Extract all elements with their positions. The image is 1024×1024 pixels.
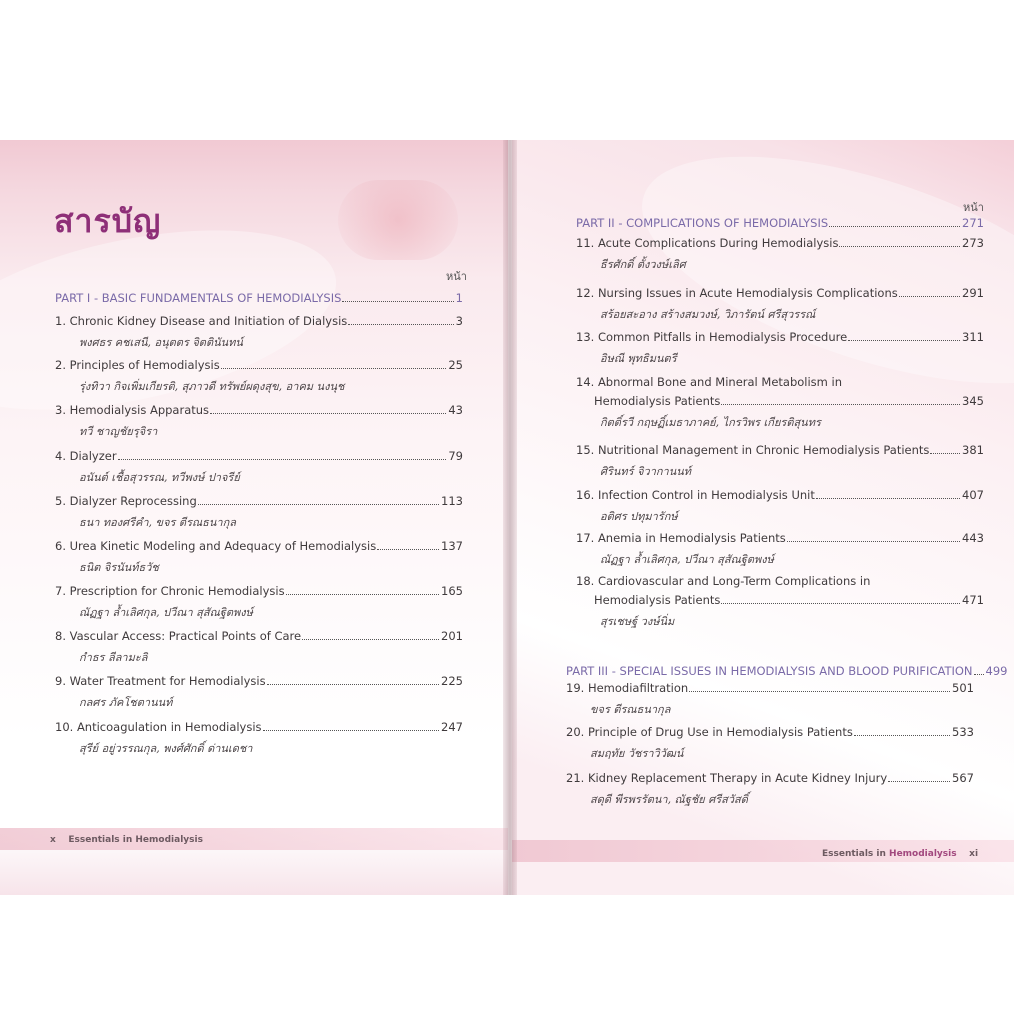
entry-author: สุรเชษฐ์ วงษ์นิ่ม bbox=[600, 615, 675, 628]
entry-title: 5. Dialyzer Reprocessing bbox=[55, 494, 197, 508]
entry-author: ทวี ชาญชัยรุจิรา bbox=[79, 425, 158, 438]
entry-author: ธนิต จิรนันท์ธวัช bbox=[79, 561, 159, 574]
toc-entry bbox=[55, 403, 463, 440]
page-column-heading: หน้า bbox=[446, 270, 467, 283]
entry-page: 533 bbox=[952, 725, 974, 739]
page-footer bbox=[50, 835, 203, 845]
entry-author: ธนา ทองศรีคำ, ขจร ตีรณธนากุล bbox=[79, 516, 236, 529]
entry-author: ศิรินทร์ จิวากานนท์ bbox=[600, 465, 691, 478]
entry-page: 165 bbox=[441, 584, 463, 598]
toc-entry bbox=[576, 330, 984, 367]
entry-author: สดุดี พีรพรรัตนา, ณัฐชัย ศรีสวัสดิ์ bbox=[590, 793, 748, 806]
entry-page: 501 bbox=[952, 681, 974, 695]
entry-title: Hemodialysis Patients bbox=[594, 593, 721, 607]
part-heading: PART III - SPECIAL ISSUES IN HEMODIALYSIS AND BLOOD PURIFICATION 499 bbox=[566, 664, 1008, 678]
entry-author: กลศร ภัคโชตานนท์ bbox=[79, 696, 173, 709]
entry-title: 2. Principles of Hemodialysis bbox=[55, 358, 220, 372]
toc-entry bbox=[576, 375, 984, 431]
book-spread bbox=[0, 140, 1014, 895]
entry-title: 19. Hemodiafiltration bbox=[566, 681, 689, 695]
toc-entry bbox=[576, 286, 984, 323]
entry-author: ขจร ตีรณธนากุล bbox=[590, 703, 671, 716]
entry-author: สมฤทัย วัชราวิวัฒน์ bbox=[590, 747, 684, 760]
page-column-heading: หน้า bbox=[963, 201, 984, 214]
entry-author: อติศร ปทุมารักษ์ bbox=[600, 510, 678, 523]
entry-page: 43 bbox=[448, 403, 463, 417]
entry-author: สุรีย์ อยู่วรรณกุล, พงศ์ศักดิ์ ด่านเดชา bbox=[79, 742, 253, 755]
toc-entry bbox=[55, 449, 463, 486]
toc-entry bbox=[55, 674, 463, 711]
toc-entry bbox=[576, 531, 984, 568]
entry-title: 20. Principle of Drug Use in Hemodialysis Patients bbox=[566, 725, 853, 739]
entry-title: 9. Water Treatment for Hemodialysis bbox=[55, 674, 266, 688]
toc-entry bbox=[55, 629, 463, 666]
entry-page: 381 bbox=[962, 443, 984, 457]
toc-entry bbox=[55, 314, 463, 351]
entry-page: 3 bbox=[455, 314, 463, 328]
entry-page: 273 bbox=[962, 236, 984, 250]
toc-entry bbox=[576, 488, 984, 525]
entry-author: อิษณี พุทธิมนตรี bbox=[600, 352, 677, 365]
entry-title: Hemodialysis Patients bbox=[594, 394, 721, 408]
entry-title: 8. Vascular Access: Practical Points of Care bbox=[55, 629, 302, 643]
entry-author: ธีรศักดิ์ ตั้งวงษ์เลิศ bbox=[600, 258, 686, 271]
entry-author: พงศธร คชเสนี, อนุตตร จิตตินันทน์ bbox=[79, 336, 243, 349]
toc-entry bbox=[55, 494, 463, 531]
toc-entry bbox=[566, 725, 974, 762]
entry-page: 247 bbox=[441, 720, 463, 734]
entry-page: 113 bbox=[441, 494, 463, 508]
entry-title: 7. Prescription for Chronic Hemodialysis bbox=[55, 584, 285, 598]
entry-title: 1. Chronic Kidney Disease and Initiation of Dialysis bbox=[55, 314, 348, 328]
toc-entry bbox=[55, 584, 463, 621]
entry-author: ณัฏฐา ล้ำเลิศกุล, ปวีณา สุสัณฐิตพงษ์ bbox=[600, 553, 774, 566]
toc-entry bbox=[55, 539, 463, 576]
entry-page: 311 bbox=[962, 330, 984, 344]
entry-page: 201 bbox=[441, 629, 463, 643]
entry-author: กิตติ์รวี กฤษฏิ์เมธาภาคย์, ไกรวิพร เกียรติสุนทร bbox=[600, 416, 821, 429]
entry-title: 21. Kidney Replacement Therapy in Acute Kidney Injury bbox=[566, 771, 888, 785]
entry-page: 407 bbox=[962, 488, 984, 502]
toc-entry bbox=[576, 443, 984, 480]
entry-title: 15. Nutritional Management in Chronic Hemodialysis Patients bbox=[576, 443, 930, 457]
entry-page: 567 bbox=[952, 771, 974, 785]
entry-author: กำธร ลีลามะลิ bbox=[79, 651, 148, 664]
toc-entry bbox=[566, 681, 974, 718]
entry-author: สร้อยสะอาง สร้างสมวงษ์, วิภารัตน์ ศรีสุวรรณ์ bbox=[600, 308, 816, 321]
entry-title: 16. Infection Control in Hemodialysis Unit bbox=[576, 488, 815, 502]
entry-title: 10. Anticoagulation in Hemodialysis bbox=[55, 720, 262, 734]
entry-title: 4. Dialyzer bbox=[55, 449, 117, 463]
page-footer bbox=[822, 849, 978, 859]
entry-title-line: 14. Abnormal Bone and Mineral Metabolism in bbox=[576, 375, 843, 389]
entry-page: 471 bbox=[962, 593, 984, 607]
entry-author: อนันต์ เชื้อสุวรรณ, ทวีพงษ์ ปาจรีย์ bbox=[79, 471, 240, 484]
kidney-illustration bbox=[338, 180, 458, 260]
page-number: xi bbox=[969, 849, 979, 859]
entry-title: 13. Common Pitfalls in Hemodialysis Procedure bbox=[576, 330, 848, 344]
toc-entry bbox=[576, 574, 984, 630]
right-page bbox=[512, 140, 1014, 895]
toc-entry bbox=[55, 720, 463, 757]
entry-page: 345 bbox=[962, 394, 984, 408]
toc-entry bbox=[566, 771, 974, 808]
book-gutter bbox=[503, 140, 517, 895]
entry-title: 11. Acute Complications During Hemodialysis bbox=[576, 236, 839, 250]
entry-title: 6. Urea Kinetic Modeling and Adequacy of Hemodialysis bbox=[55, 539, 377, 553]
part-heading: PART I - BASIC FUNDAMENTALS OF HEMODIALYSIS 1 bbox=[55, 291, 463, 305]
page-number: x bbox=[50, 835, 56, 845]
entry-page: 291 bbox=[962, 286, 984, 300]
left-page bbox=[0, 140, 508, 895]
entry-page: 137 bbox=[441, 539, 463, 553]
entry-title: 3. Hemodialysis Apparatus bbox=[55, 403, 210, 417]
entry-page: 79 bbox=[448, 449, 463, 463]
entry-page: 25 bbox=[448, 358, 463, 372]
entry-author: รุ่งทิวา กิจเพิ่มเกียรติ, สุภาวดี ทรัพย์ผดุงสุข, อาคม นงนุช bbox=[79, 380, 345, 393]
part-heading: PART II - COMPLICATIONS OF HEMODIALYSIS 271 bbox=[576, 216, 984, 230]
toc-entry bbox=[576, 236, 984, 273]
entry-page: 443 bbox=[962, 531, 984, 545]
book-title: Essentials in Hemodialysis bbox=[68, 835, 203, 845]
book-title: Essentials in Hemodialysis bbox=[822, 849, 957, 859]
entry-title-line: 18. Cardiovascular and Long-Term Complications in bbox=[576, 574, 871, 588]
page-title: สารบัญ bbox=[54, 202, 162, 240]
toc-entry bbox=[55, 358, 463, 395]
entry-title: 12. Nursing Issues in Acute Hemodialysis Complications bbox=[576, 286, 898, 300]
entry-page: 225 bbox=[441, 674, 463, 688]
entry-author: ณัฏฐา ล้ำเลิศกุล, ปวีณา สุสัณฐิตพงษ์ bbox=[79, 606, 253, 619]
entry-title: 17. Anemia in Hemodialysis Patients bbox=[576, 531, 786, 545]
